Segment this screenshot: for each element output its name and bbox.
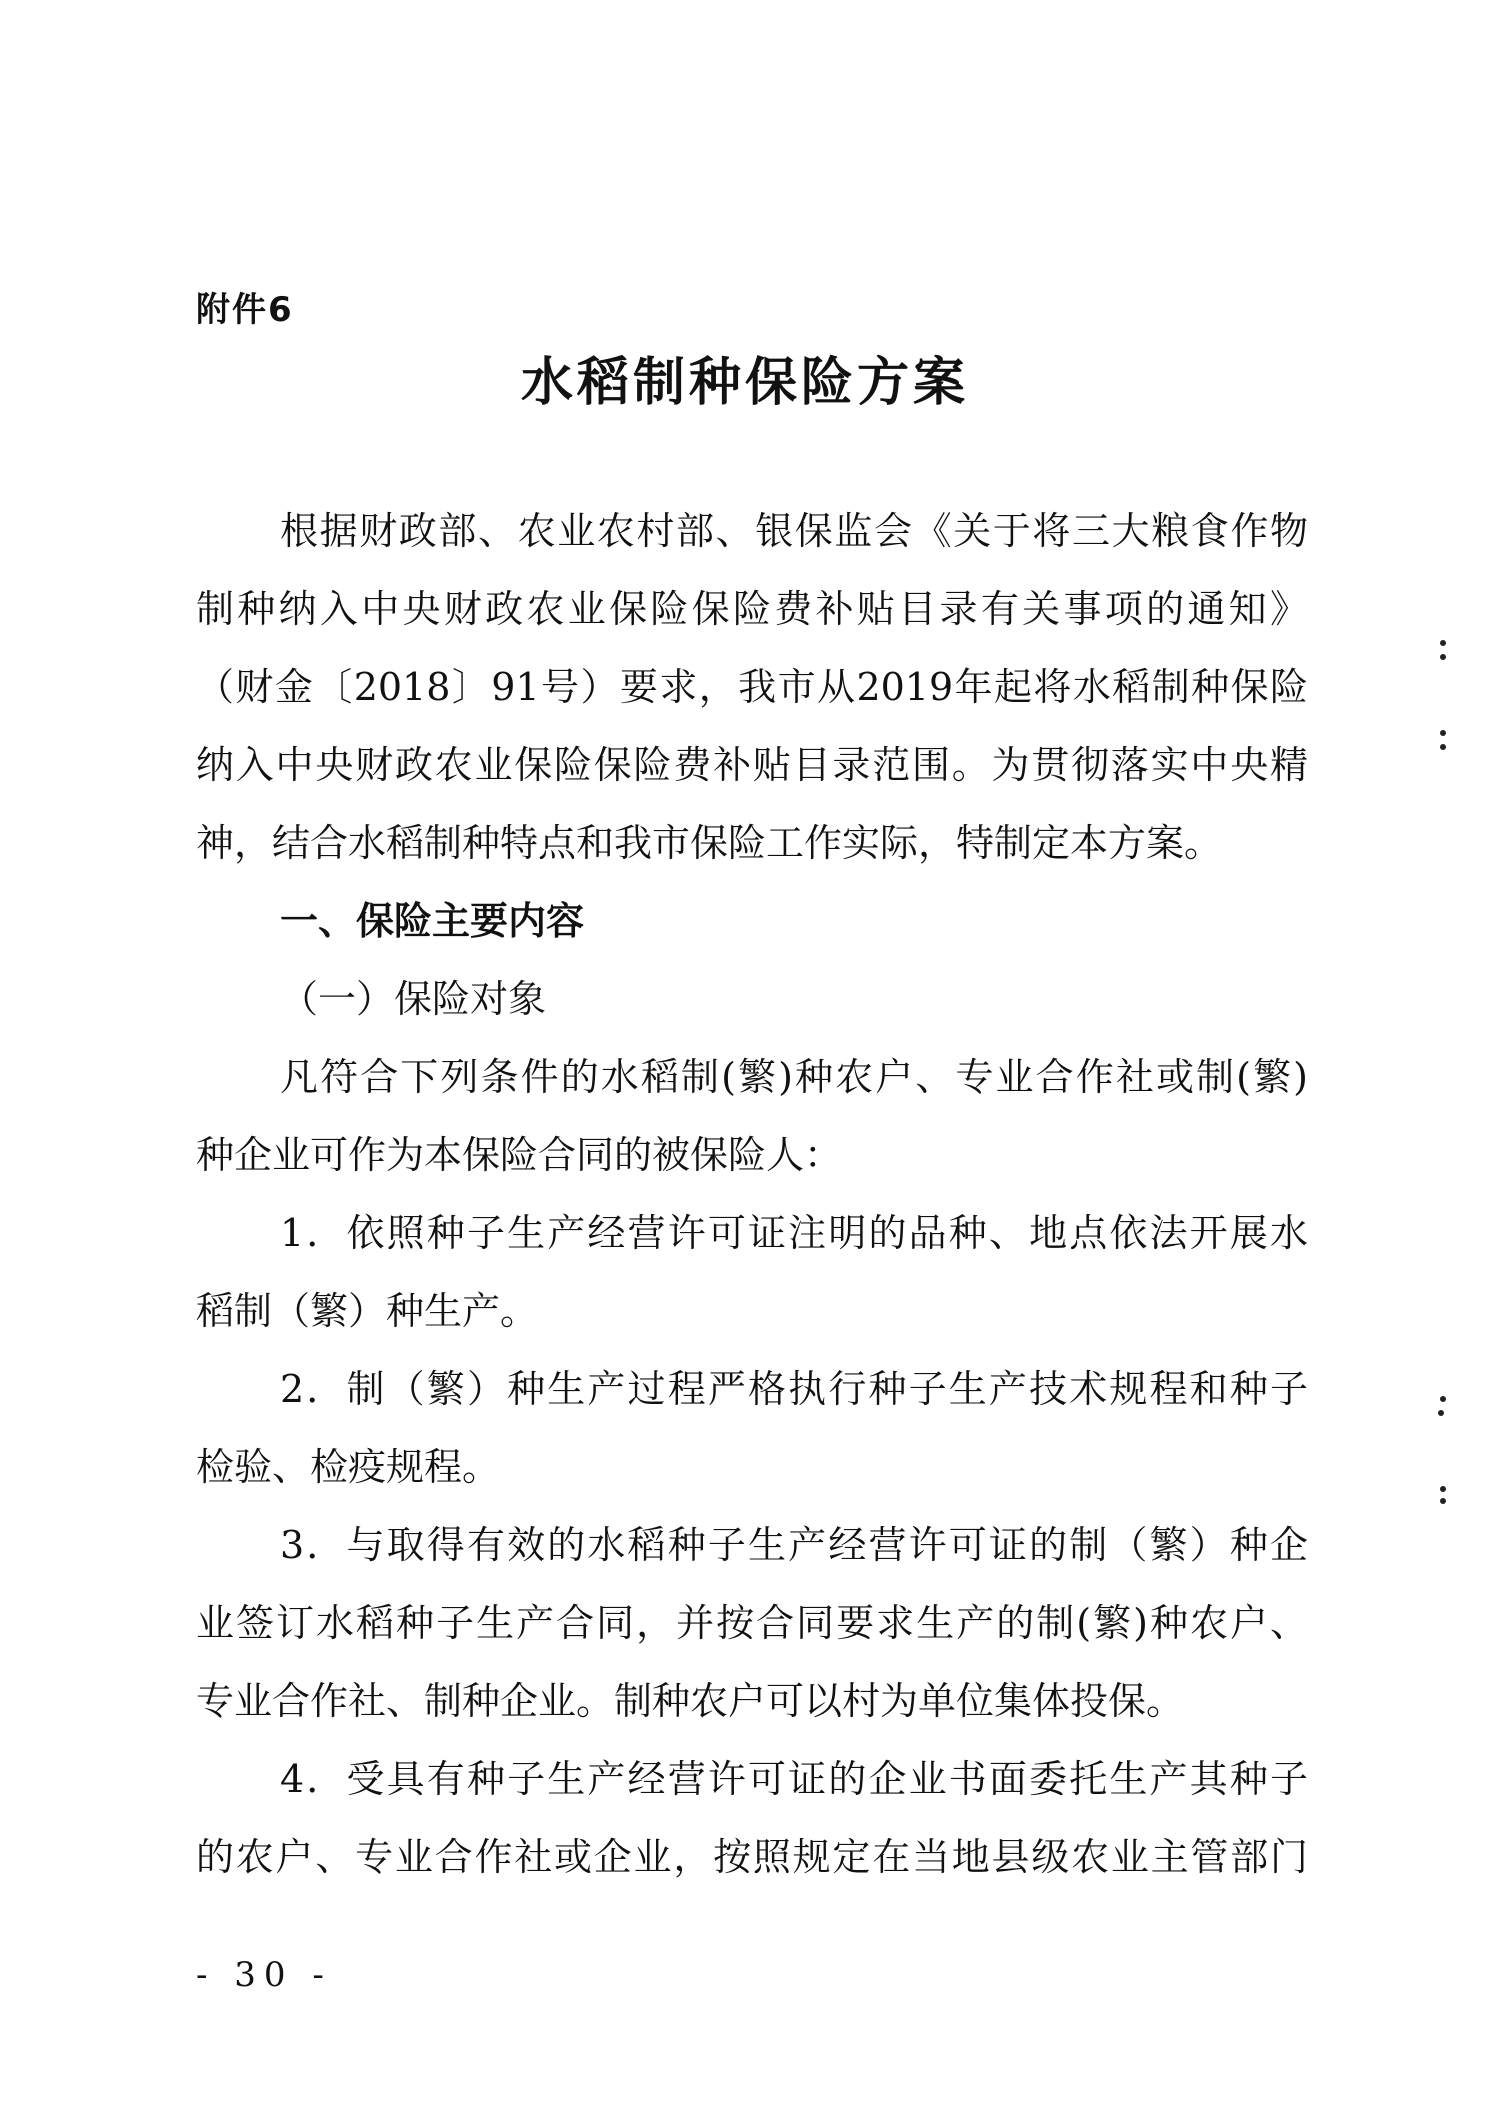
margin-mark: [1440, 1498, 1446, 1504]
paragraph-line: 制种纳入中央财政农业保险保险费补贴目录有关事项的通知》: [196, 587, 1308, 631]
margin-mark: [1440, 730, 1446, 736]
condition-3-line: 专业合作社、制种企业。制种农户可以村为单位集体投保。: [196, 1679, 1185, 1723]
subsection-heading: （一）保险对象: [280, 977, 547, 1021]
insured-intro-line: 种企业可作为本保险合同的被保险人：: [196, 1133, 843, 1177]
condition-2-line: 2．制（繁）种生产过程严格执行种子生产技术规程和种子: [280, 1367, 1308, 1411]
condition-3-line: 3．与取得有效的水稻种子生产经营许可证的制（繁）种企: [280, 1523, 1308, 1567]
margin-mark: [1440, 1396, 1446, 1402]
paragraph-line: 根据财政部、农业农村部、银保监会《关于将三大粮食作物: [280, 509, 1308, 553]
margin-mark: [1438, 1410, 1444, 1416]
insured-intro-line: 凡符合下列条件的水稻制(繁)种农户、专业合作社或制(繁): [280, 1055, 1308, 1099]
section-heading: 一、保险主要内容: [280, 899, 585, 943]
margin-mark: [1440, 640, 1446, 646]
condition-1-line: 1．依照种子生产经营许可证注明的品种、地点依法开展水: [280, 1211, 1308, 1255]
margin-mark: [1440, 654, 1446, 660]
margin-mark: [1440, 744, 1446, 750]
document-title: 水稻制种保险方案: [520, 353, 969, 413]
paragraph-line: 神，结合水稻制种特点和我市保险工作实际，特制定本方案。: [196, 821, 1223, 865]
paragraph-line: 纳入中央财政农业保险保险费补贴目录范围。为贯彻落实中央精: [196, 743, 1308, 787]
attachment-label: 附件6: [196, 290, 294, 330]
margin-mark: [1440, 1486, 1446, 1492]
condition-2-line: 检验、检疫规程。: [196, 1445, 501, 1489]
condition-1-line: 稻制（繁）种生产。: [196, 1289, 539, 1333]
condition-4-line: 的农户、专业合作社或企业，按照规定在当地县级农业主管部门: [196, 1835, 1308, 1879]
page-number: - 30 -: [196, 1955, 332, 1995]
paragraph-line: （财金〔2018〕91号）要求，我市从2019年起将水稻制种保险: [196, 665, 1308, 709]
condition-4-line: 4．受具有种子生产经营许可证的企业书面委托生产其种子: [280, 1757, 1308, 1801]
condition-3-line: 业签订水稻种子生产合同，并按合同要求生产的制(繁)种农户、: [196, 1601, 1308, 1645]
